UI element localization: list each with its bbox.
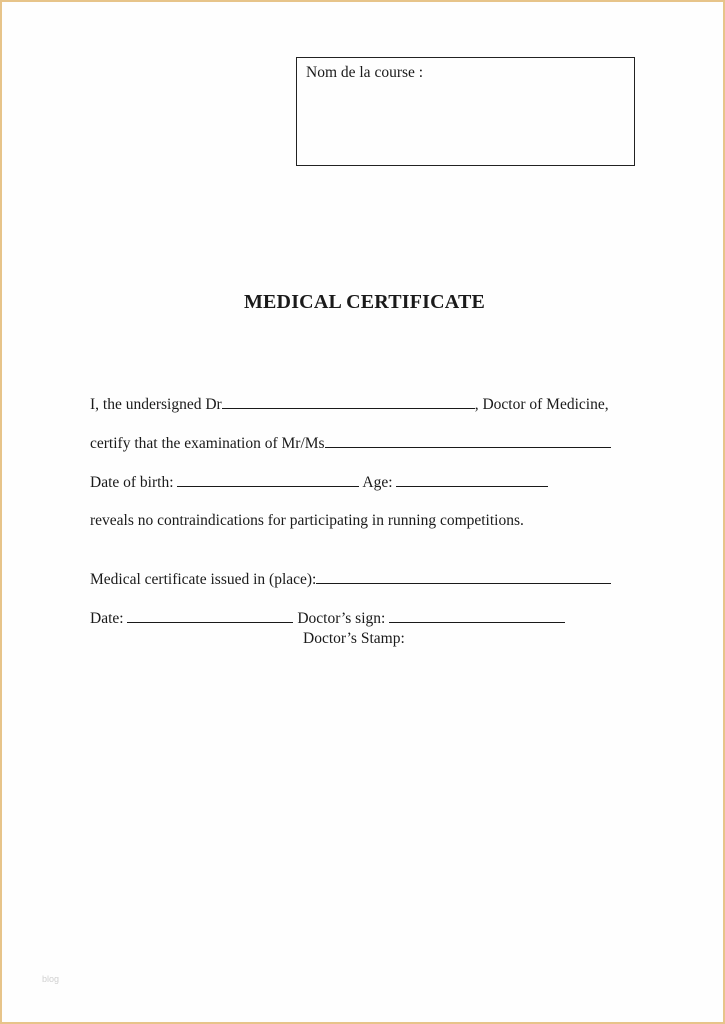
place-line bbox=[90, 569, 611, 590]
doctor-sign-field[interactable] bbox=[389, 608, 565, 623]
doctor-of-medicine-label: , Doctor of Medicine, bbox=[474, 396, 609, 413]
patient-name-field[interactable] bbox=[325, 433, 611, 448]
age-field[interactable] bbox=[396, 472, 548, 487]
doctor-name-field[interactable] bbox=[222, 394, 475, 409]
issued-place-label: Medical certificate issued in (place): bbox=[90, 571, 317, 588]
examined-person-line bbox=[90, 433, 611, 454]
place-field[interactable] bbox=[316, 569, 611, 584]
date-of-birth-field[interactable] bbox=[177, 472, 359, 487]
watermark: blog bbox=[42, 974, 60, 984]
document-title: MEDICAL CERTIFICATE bbox=[243, 291, 486, 313]
date-of-birth-label: Date of birth: bbox=[90, 474, 174, 491]
examination-label: certify that the examination of Mr/Ms bbox=[90, 435, 325, 452]
doctor-name-line bbox=[90, 394, 609, 415]
doctor-sign-label: Doctor’s sign: bbox=[297, 610, 386, 627]
doctor-stamp-label: Doctor’s Stamp: bbox=[303, 630, 405, 647]
date-sign-line bbox=[90, 608, 565, 629]
contraindications-statement: reveals no contraindications for participating in running competitions. bbox=[90, 512, 524, 529]
birth-age-line bbox=[90, 472, 548, 493]
course-name-box[interactable] bbox=[296, 57, 635, 166]
date-field[interactable] bbox=[127, 608, 293, 623]
age-label: Age: bbox=[362, 474, 393, 491]
date-label: Date: bbox=[90, 610, 124, 627]
course-name-label: Nom de la course : bbox=[306, 64, 424, 81]
undersigned-label: I, the undersigned Dr bbox=[90, 396, 222, 413]
